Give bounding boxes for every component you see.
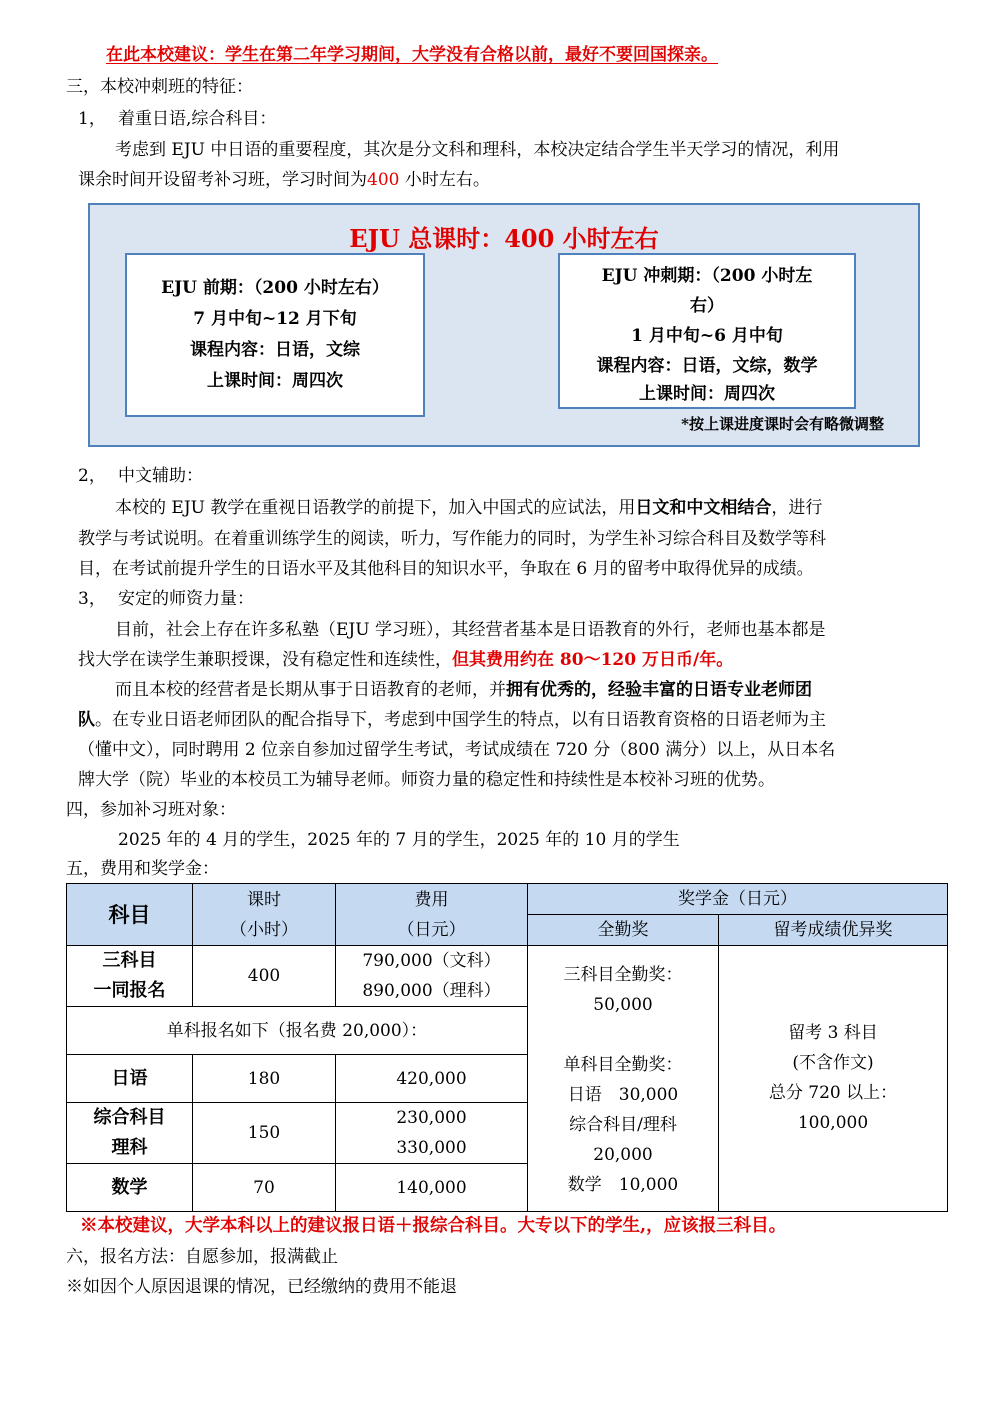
attend-line4: 日语 30,000 xyxy=(567,1085,679,1105)
sprint-period-label: EJU 冲刺期：（200 小时左 xyxy=(601,266,813,286)
item-3-line5: （懂中文），同时聘用 2 位亲自参加过留学生考试，考试成绩在 720 分（800 满分）以上，从日本名 xyxy=(78,740,836,760)
item-3-line4 xyxy=(78,709,826,731)
attend-line5: 综合科目/理科 xyxy=(569,1115,677,1135)
table-row xyxy=(67,946,948,1007)
item-3-text-b: 而且本校的经营者是长期从事于日语教育的老师，并 xyxy=(115,680,506,700)
item-2-line2: 教学与考试说明。在着重训练学生的阅读，听力，写作能力的同时，为学生补习综合科目及数学等科 xyxy=(78,529,826,549)
fee-table xyxy=(66,883,948,1212)
fee-science: 890,000（理科） xyxy=(362,981,501,1001)
excel-line1: 留考 3 科目 xyxy=(788,1023,878,1043)
math-subject: 数学 xyxy=(67,1164,193,1212)
item-1-title: 着重日语,综合科目： xyxy=(118,109,277,129)
comprehensive-hours: 150 xyxy=(193,1103,336,1164)
sprint-period-content: 课程内容：日语，文综，数学 xyxy=(596,356,818,376)
item-2-emphasis: 日文和中文相结合 xyxy=(635,498,772,518)
item-3-line3 xyxy=(115,679,812,701)
attend-line1: 三科目全勤奖： xyxy=(563,965,683,985)
science-label: 理科 xyxy=(111,1137,148,1158)
header-hours-label: 课时 xyxy=(247,889,281,910)
eju-hours-panel xyxy=(88,203,920,447)
sprint-period-label-cont: 右） xyxy=(690,296,724,316)
item-1-paragraph-line2 xyxy=(78,169,490,191)
section-3-heading: 三，本校冲刺班的特征： xyxy=(66,77,253,97)
table-recommendation-note: ※本校建议，大学本科以上的建议报日语＋报综合科目。大专以下的学生,，应该报三科目。 xyxy=(80,1216,787,1236)
header-attendance-award: 全勤奖 xyxy=(528,915,719,946)
math-hours: 70 xyxy=(193,1164,336,1212)
japanese-subject: 日语 xyxy=(67,1055,193,1103)
early-period-label: EJU 前期：（200 小时左右） xyxy=(161,278,389,298)
eju-early-period-box xyxy=(125,253,425,417)
excel-line3: 总分 720 以上： xyxy=(768,1083,898,1103)
attend-line2: 50,000 xyxy=(593,995,653,1015)
sprint-period-schedule: 上课时间：周四次 xyxy=(639,384,775,404)
item-3-text-a: 找大学在读学生兼职授课，没有稳定性和连续性， xyxy=(78,650,452,670)
eju-total-hours-title: EJU 总课时：400 小时左右 xyxy=(349,224,659,253)
header-fee-unit: （日元） xyxy=(397,919,466,940)
item-1-paragraph-line1: 考虑到 EJU 中日语的重要程度，其次是分文科和理科，本校决定结合学生半天学习的情况，利用 xyxy=(115,140,840,160)
section-6-heading: 六，报名方法：自愿参加，报满截止 xyxy=(66,1247,338,1267)
item-3-number: 3， xyxy=(78,589,106,609)
three-subjects-label: 三科目 xyxy=(102,950,157,971)
header-fee-label: 费用 xyxy=(414,889,449,910)
japanese-hours: 180 xyxy=(193,1055,336,1103)
item-3-fee-highlight: 但其费用约在 80～120 万日币/年。 xyxy=(452,650,734,670)
three-subjects-fee xyxy=(336,946,528,1007)
math-fee: 140,000 xyxy=(336,1164,528,1212)
early-period-dates: 7 月中旬~12 月下旬 xyxy=(193,309,357,329)
comprehensive-fee-value: 230,000 xyxy=(396,1108,467,1128)
three-subjects-hours: 400 xyxy=(193,946,336,1007)
item-1-hours-highlight: 400 xyxy=(367,170,400,190)
science-fee-value: 330,000 xyxy=(396,1138,467,1158)
eju-sprint-period-box xyxy=(558,253,856,409)
section-4-text: 2025 年的 4 月的学生，2025 年的 7 月的学生，2025 年的 10 月的学生 xyxy=(118,830,680,850)
item-2-line3: 目，在考试前提升学生的日语水平及其他科目的知识水平，争取在 6 月的留考中取得优异的成绩。 xyxy=(78,559,814,579)
excel-line4: 100,000 xyxy=(797,1113,869,1133)
top-notice: 在此本校建议：学生在第二年学习期间，大学没有合格以前，最好不要回国探亲。 xyxy=(106,45,718,65)
item-2-number: 2， xyxy=(78,466,106,486)
item-3-text-c: 。在专业日语老师团队的配合指导下，考虑到中国学生的特点，以有日语教育资格的日语老师为主 xyxy=(95,710,826,730)
item-1-text-c: 小时左右。 xyxy=(404,170,490,190)
item-3-line2 xyxy=(78,649,733,671)
early-period-content: 课程内容：日语，文综 xyxy=(190,340,360,360)
header-fee xyxy=(336,884,528,946)
adjustment-note: *按上课进度课时会有略微调整 xyxy=(681,415,884,433)
item-2-text-a: 本校的 EJU 教学在重视日语教学的前提下，加入中国式的应试法，用 xyxy=(115,498,636,518)
sprint-period-dates: 1 月中旬~6 月中旬 xyxy=(631,326,783,346)
attend-line3: 单科目全勤奖： xyxy=(563,1055,683,1075)
japanese-fee: 420,000 xyxy=(336,1055,528,1103)
excellence-award-cell xyxy=(719,946,948,1212)
attend-line6: 20,000 xyxy=(593,1145,653,1165)
item-2-text-c: ，进行 xyxy=(771,498,823,518)
item-3-team-emphasis-cont: 队 xyxy=(78,710,95,730)
header-hours-unit: （小时） xyxy=(230,919,298,940)
attend-line7: 数学 10,000 xyxy=(567,1175,679,1195)
item-3-title: 安定的师资力量： xyxy=(118,589,254,609)
excel-line2: (不含作文) xyxy=(792,1053,874,1073)
early-period-schedule: 上课时间：周四次 xyxy=(207,371,343,391)
item-1-text-a: 课余时间开设留考补习班，学习时间为 xyxy=(78,170,367,190)
header-hours xyxy=(193,884,336,946)
item-1-number: 1， xyxy=(78,109,106,129)
fee-liberal-arts: 790,000（文科） xyxy=(362,951,501,971)
three-subjects-label-cont: 一同报名 xyxy=(93,980,166,1001)
row-three-subjects xyxy=(67,946,193,1007)
section-4-heading: 四，参加补习班对象： xyxy=(66,800,236,820)
item-3-team-emphasis: 拥有优秀的，经验丰富的日语专业老师团 xyxy=(506,680,812,700)
single-subject-note: 单科报名如下（报名费 20,000）： xyxy=(67,1007,528,1055)
comprehensive-label: 综合科目 xyxy=(93,1107,166,1128)
header-excellence-award: 留考成绩优异奖 xyxy=(719,915,948,946)
item-2-title: 中文辅助： xyxy=(118,466,203,486)
header-scholarship: 奖学金（日元） xyxy=(528,884,948,915)
comprehensive-subject xyxy=(67,1103,193,1164)
refund-note: ※如因个人原因退课的情况，已经缴纳的费用不能退 xyxy=(66,1277,457,1297)
comprehensive-fee xyxy=(336,1103,528,1164)
item-3-line1: 目前，社会上存在许多私塾（EJU 学习班），其经营者基本是日语教育的外行，老师也基本都是 xyxy=(115,620,826,640)
header-subject: 科目 xyxy=(67,884,193,946)
attendance-award-cell xyxy=(528,946,719,1212)
section-5-heading: 五，费用和奖学金： xyxy=(66,859,219,879)
item-3-line6: 牌大学（院）毕业的本校员工为辅导老师。师资力量的稳定性和持续性是本校补习班的优势。 xyxy=(78,770,775,790)
item-2-line1 xyxy=(115,497,822,519)
